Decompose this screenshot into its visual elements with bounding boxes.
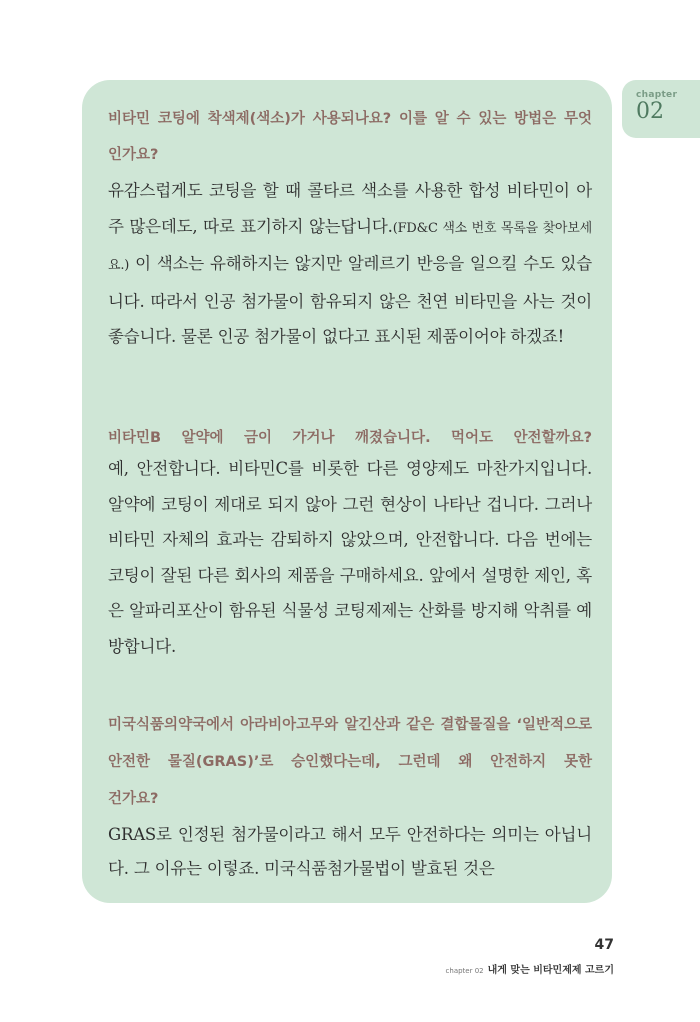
question-1-end: 인가요? bbox=[108, 147, 159, 163]
answer-1-note: (FD&C 색소 번호 목록을 찾아보세요.) bbox=[108, 220, 593, 273]
question-2 bbox=[108, 425, 592, 451]
qa-section-3 bbox=[108, 707, 592, 886]
running-footer bbox=[446, 958, 614, 977]
question-1 bbox=[108, 101, 592, 173]
question-3 bbox=[108, 707, 592, 818]
answer-1 bbox=[108, 173, 592, 355]
qa-section-1 bbox=[108, 101, 592, 355]
question-3-text: 미국식품의약국에서 아라비아고무와 알긴산과 같은 결합물질을 ‘일반적으로 안전한 물질(GRAS)’로 승인했다는데, 그런데 왜 안전하지 못한 bbox=[108, 717, 592, 770]
qa-section-2 bbox=[108, 425, 592, 664]
question-3-end: 건가요? bbox=[108, 791, 159, 807]
chapter-number: 02 bbox=[636, 99, 664, 124]
answer-1-part-a: 유감스럽게도 코팅을 할 때 콜타르 색소를 사용한 합성 비타민이 아주 많은데도, 따로 표기하지 않는답니다. bbox=[108, 181, 592, 236]
answer-1-part-b: 이 색소는 유해하지는 않지만 알레르기 반응을 일으킬 수도 있습니다. 따라서 인공 첨가물이 함유되지 않은 천연 비타민을 사는 것이 좋습니다. 물론 인공 첨가물이 없다고 표시된 제품이어야 하겠죠! bbox=[108, 254, 592, 346]
page-number: 47 bbox=[594, 937, 614, 953]
answer-2: 예, 안전합니다. 비타민C를 비롯한 다른 영양제도 마찬가지입니다. 알약에 코팅이 제대로 되지 않아 그런 현상이 나타난 겁니다. 그러나 비타민 자체의 효과는 감퇴하지 않았으며, 안전합니다. 다음 번에는 코팅이 잘된 다른 회사의 제품을 구매하세요. 앞에서 설명한 제인, 혹은 알파리포산이 함유된 식물성 코팅제제는 산화를 방지해 악취를 예방합니다. bbox=[108, 459, 592, 656]
running-title: 내게 맞는 비타민제제 고르기 bbox=[487, 965, 614, 976]
question-2-text: 비타민B 알약에 금이 가거나 깨졌습니다. 먹어도 안전할까요? bbox=[108, 430, 592, 446]
chapter-label: chapter bbox=[636, 90, 678, 100]
question-1-text: 비타민 코팅에 착색제(색소)가 사용되나요? 이를 알 수 있는 방법은 무엇 bbox=[108, 111, 592, 127]
answer-3: GRAS로 인정된 첨가물이라고 해서 모두 안전하다는 의미는 아닙니다. 그 이유는 이렇죠. 미국식품첨가물법이 발효된 것은 bbox=[108, 825, 592, 878]
running-chapter: chapter 02 bbox=[445, 967, 484, 975]
chapter-tab bbox=[622, 80, 700, 138]
